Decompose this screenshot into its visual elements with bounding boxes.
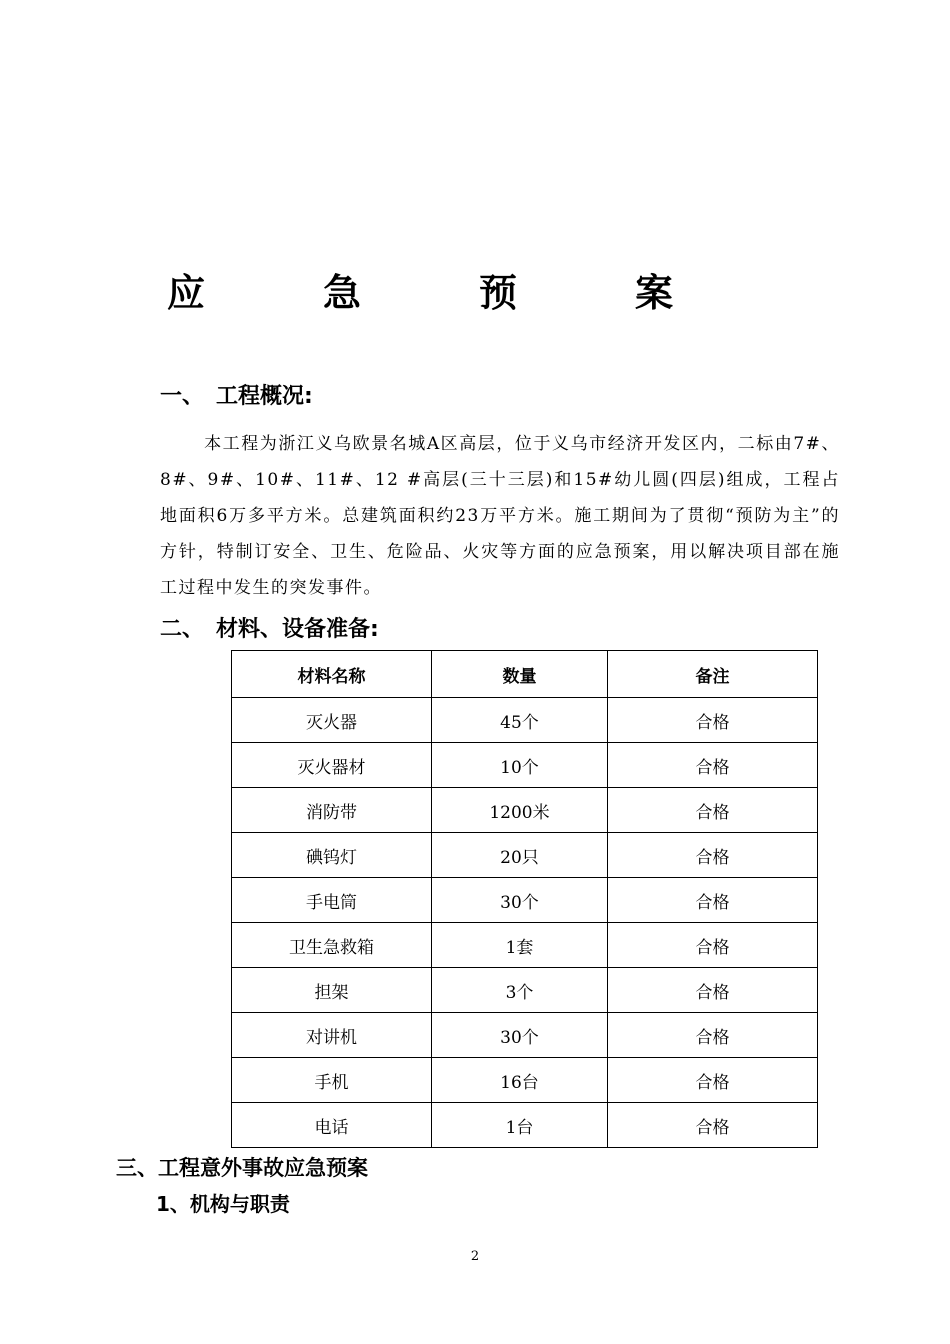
section-number: 一、 [160, 384, 205, 409]
table-row [232, 1013, 818, 1058]
quantity-cell: 10个 [432, 743, 608, 788]
material-name-cell: 手电筒 [232, 878, 432, 923]
table-row [232, 923, 818, 968]
subsection-heading-organization: 1、机构与职责 [156, 1192, 290, 1216]
material-name-cell: 灭火器 [232, 698, 432, 743]
overview-text: 本工程为浙江义乌欧景名城A区高层，位于义乌市经济开发区内，二标由7#、8#、9#、10#、11#、12 #高层(三十三层)和15#幼儿圆(四层)组成，工程占地面积6万多平方米。总建筑面积约23万平方米。施工期间为了贯彻“预防为主”的方针，特制订安全、卫生、危险品、火灾等方面的应急预案，用以解决项目部在施工过程中发生的突发事件。 [160, 434, 840, 598]
quantity-cell: 1台 [432, 1103, 608, 1148]
section-number: 二、 [160, 617, 205, 642]
remarks-cell: 合格 [608, 1013, 818, 1058]
table-row [232, 788, 818, 833]
remarks-cell: 合格 [608, 1103, 818, 1148]
document-title: 应 急 预 案 [166, 271, 713, 315]
section-heading-overview [160, 379, 313, 410]
remarks-cell: 合格 [608, 788, 818, 833]
remarks-cell: 合格 [608, 923, 818, 968]
quantity-cell: 1200米 [432, 788, 608, 833]
remarks-cell: 合格 [608, 743, 818, 788]
material-name-cell: 电话 [232, 1103, 432, 1148]
table-row [232, 833, 818, 878]
material-name-cell: 碘钨灯 [232, 833, 432, 878]
quantity-cell: 20只 [432, 833, 608, 878]
table-row [232, 743, 818, 788]
quantity-cell: 30个 [432, 1013, 608, 1058]
table-header-row [232, 651, 818, 698]
overview-paragraph [160, 426, 840, 606]
header-quantity: 数量 [432, 651, 608, 698]
section-heading-emergency: 三、工程意外事故应急预案 [116, 1156, 368, 1180]
table-row [232, 1058, 818, 1103]
material-name-cell: 卫生急救箱 [232, 923, 432, 968]
header-material-name: 材料名称 [232, 651, 432, 698]
remarks-cell: 合格 [608, 1058, 818, 1103]
remarks-cell: 合格 [608, 698, 818, 743]
material-name-cell: 担架 [232, 968, 432, 1013]
table-body [232, 698, 818, 1148]
remarks-cell: 合格 [608, 833, 818, 878]
section-heading-materials [160, 612, 379, 643]
material-name-cell: 灭火器材 [232, 743, 432, 788]
table-row [232, 968, 818, 1013]
remarks-cell: 合格 [608, 878, 818, 923]
quantity-cell: 1套 [432, 923, 608, 968]
remarks-cell: 合格 [608, 968, 818, 1013]
table-row [232, 1103, 818, 1148]
material-name-cell: 对讲机 [232, 1013, 432, 1058]
section-title: 工程概况: [216, 384, 313, 409]
section-title: 材料、设备准备: [216, 617, 379, 642]
materials-table [231, 650, 818, 1148]
table-row [232, 698, 818, 743]
quantity-cell: 45个 [432, 698, 608, 743]
quantity-cell: 16台 [432, 1058, 608, 1103]
material-name-cell: 消防带 [232, 788, 432, 833]
page-number: 2 [470, 1249, 480, 1264]
table-row [232, 878, 818, 923]
quantity-cell: 3个 [432, 968, 608, 1013]
header-remarks: 备注 [608, 651, 818, 698]
material-name-cell: 手机 [232, 1058, 432, 1103]
quantity-cell: 30个 [432, 878, 608, 923]
